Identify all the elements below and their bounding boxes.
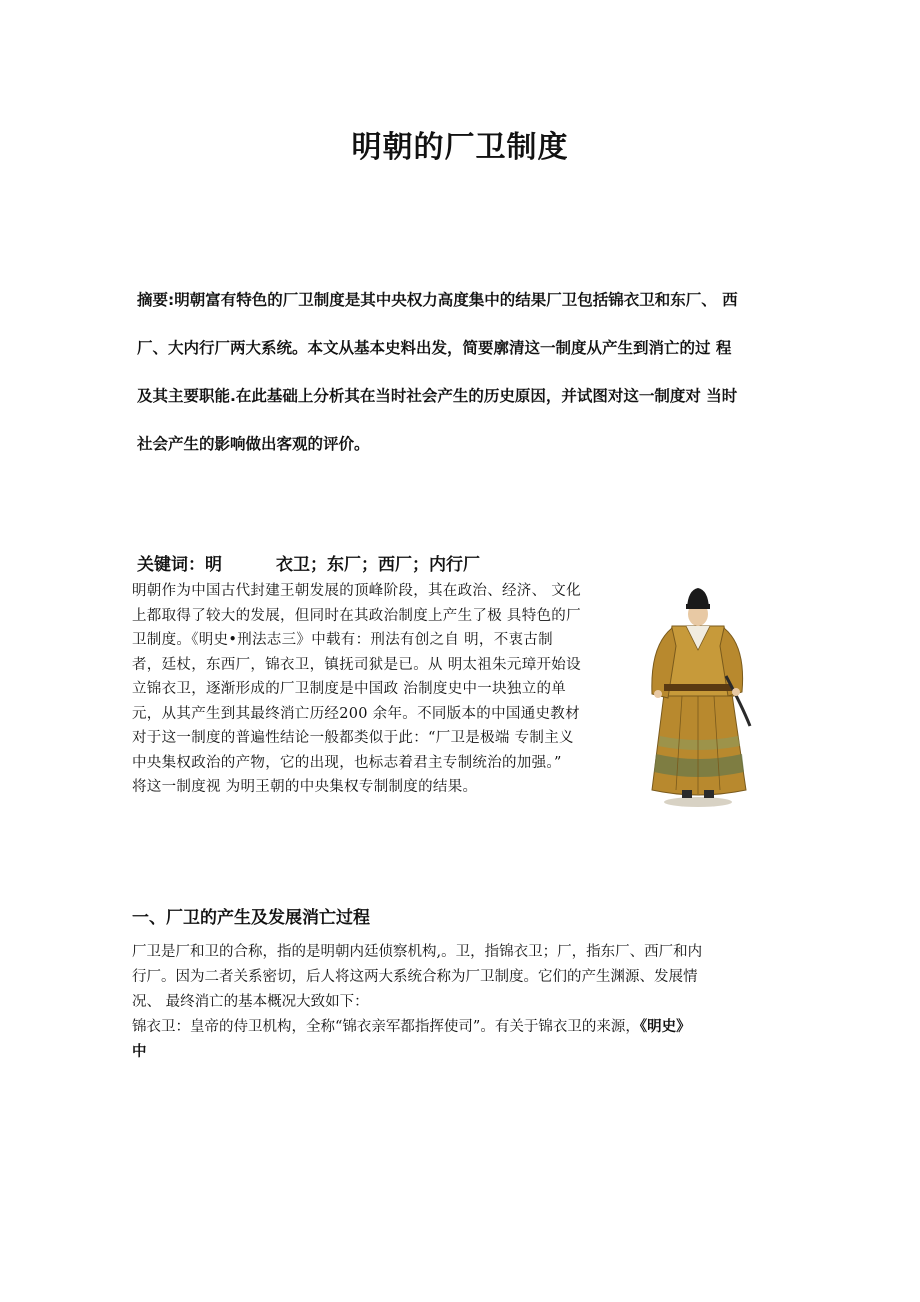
keywords [137, 550, 480, 575]
intro-line: 将这一制度视 为明王朝的中央集权专制制度的结果。 [132, 779, 478, 795]
intro-line: 明朝作为中国古代封建王朝发展的顶峰阶段，其在政治、经济、 文化 [132, 583, 581, 599]
intro-line: 立锦衣卫，逐渐形成的厂卫制度是中国政 治制度史中一块独立的单 [132, 681, 567, 697]
intro-line: 卫制度。《明史•刑法志三》中载有：刑法有创之自 明，不衷古制 [132, 632, 553, 648]
abstract-line: 及其主要职能.在此基础上分析其在当时社会产生的历史原因，并试图对这一制度对 当时 [137, 387, 738, 405]
intro-line: 者，廷杖，东西厂，锦衣卫，镇抚司狱是已。从 明太祖朱元璋开始设 [132, 656, 581, 673]
section-line: 行厂。因为二者关系密切，后人将这两大系统合称为厂卫制度。它们的产生渊源、发展情 [132, 969, 698, 985]
book-title-mingshi: 《明史》 [639, 1019, 691, 1035]
section-line: 中 [132, 1044, 147, 1060]
section-line: 厂卫是厂和卫的合称，指的是明朝内廷侦察机构,。卫，指锦衣卫；厂，指东厂、西厂和内 [132, 944, 703, 960]
abstract-line: 厂、大内行厂两大系统。本文从基本史料出发，简要廓清这一制度从产生到消亡的过 程 [137, 339, 732, 357]
intro-line: 上都取得了较大的发展，但同时在其政治制度上产生了极 具特色的厂 [132, 607, 581, 624]
section-line: 况、 最终消亡的基本概况大致如下： [132, 994, 369, 1010]
intro-line: 中央集权政治的产物，它的出现，也标志着君主专制统治的加强。” [132, 754, 562, 771]
abstract [137, 276, 785, 468]
intro-paragraph [132, 579, 636, 800]
intro-line: 对于这一制度的普遍性结论一般都类似于此：“厂卫是极端 专制主义 [132, 730, 574, 746]
abstract-line: 社会产生的影响做出客观的评价。 [137, 435, 370, 453]
keywords-label: 关键词：明 [137, 555, 222, 575]
jinyiwei-figure-illustration [642, 576, 754, 808]
keywords-list: 衣卫；东厂；西厂；内行厂 [276, 555, 480, 575]
page-title: 明朝的厂卫制度 [351, 130, 569, 165]
abstract-line: 摘要:明朝富有特色的厂卫制度是其中央权力高度集中的结果厂卫包括锦衣卫和东厂、 西 [137, 291, 738, 309]
section-line-text: 锦衣卫：皇帝的侍卫机构，全称“锦衣亲军都指挥使司”。有关于锦衣卫的来源， [132, 1019, 640, 1035]
section-line [132, 1015, 788, 1040]
intro-line: 元，从其产生到其最终消亡历经200 余年。不同版本的中国通史教材 [132, 705, 580, 722]
section-heading-1: 一、厂卫的产生及发展消亡过程 [132, 908, 370, 928]
section-1-body [132, 940, 788, 1065]
